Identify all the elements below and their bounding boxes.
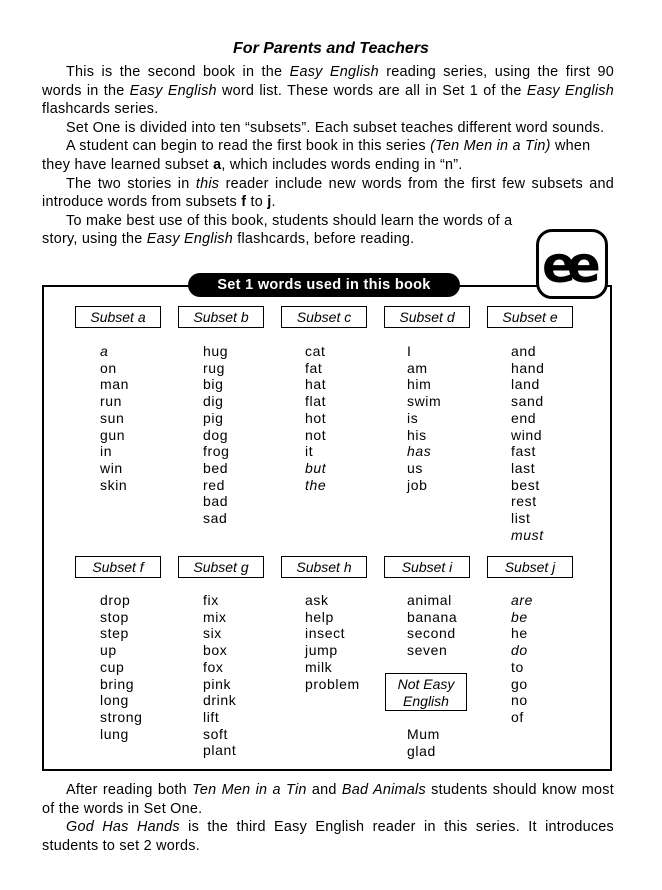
word: has (407, 443, 432, 460)
word: not (305, 426, 327, 443)
word: pig (203, 409, 224, 426)
word: bring (100, 675, 135, 692)
word: is (407, 409, 419, 426)
subset-i-words (407, 592, 457, 659)
word: win (100, 459, 123, 476)
word: dog (203, 426, 229, 443)
word: on (100, 359, 117, 376)
word: it (305, 443, 314, 460)
word: but (305, 459, 327, 476)
word: wind (511, 426, 543, 443)
word: last (511, 459, 536, 476)
subset-c-label: Subset c (281, 306, 367, 328)
ee-logo (536, 229, 608, 299)
word: in (100, 443, 113, 460)
word: of (511, 708, 524, 725)
word: rug (203, 359, 226, 376)
word: plant (203, 742, 237, 759)
word: to (511, 658, 524, 675)
word: fix (203, 592, 219, 608)
intro-paragraph-1: This is the second book in the Easy English reading series, using the first 90 words in the Easy English word list. These words are all in Set 1 of the Easy English flashcards series. (42, 64, 614, 118)
word: do (511, 642, 528, 659)
word: hug (203, 343, 229, 359)
subset-b-label: Subset b (178, 306, 264, 328)
word: us (407, 459, 423, 476)
word: problem (305, 675, 360, 692)
word: ask (305, 592, 329, 608)
word: hot (305, 409, 327, 426)
not-easy-line-1: Not Easy (397, 676, 455, 692)
word: no (511, 692, 528, 709)
subset-i-label: Subset i (384, 556, 470, 578)
intro-paragraph-5: To make best use of this book, students should learn the words of a story, using the Easy English flashcards, before reading. (42, 212, 513, 248)
subset-f-words (100, 592, 143, 742)
word: cup (100, 658, 125, 675)
word: cat (305, 343, 326, 359)
ee-logo-icon (542, 239, 602, 289)
word: sad (203, 510, 228, 527)
outro-paragraph-2: God Has Hands is the third Easy English reader in this series. It introduces students to set 2 words. (42, 819, 615, 854)
subset-j-label: Subset j (487, 556, 573, 578)
word: lift (203, 708, 220, 725)
word: banana (407, 608, 458, 625)
subset-g-words (203, 592, 236, 759)
word: am (407, 359, 428, 376)
word: and (511, 343, 537, 359)
subset-c-words (305, 343, 326, 493)
not-easy-line-2: English (403, 693, 449, 709)
word: milk (305, 658, 333, 675)
word: red (203, 476, 226, 493)
word: be (511, 608, 528, 625)
word: drink (203, 692, 237, 709)
word: bad (203, 493, 229, 510)
intro-paragraph-3: A student can begin to read the first book in this series (Ten Men in a Tin) when they have learned subset a, which includes words ending in “n”. (42, 138, 591, 173)
word: him (407, 376, 432, 393)
word: fat (305, 359, 323, 376)
outro-text (42, 781, 614, 855)
subset-e-label: Subset e (487, 306, 573, 328)
word: second (407, 625, 456, 642)
word: a (100, 343, 109, 359)
word: hat (305, 376, 327, 393)
word: land (511, 376, 540, 393)
subset-d-label: Subset d (384, 306, 470, 328)
word: long (100, 692, 129, 709)
intro-text (42, 63, 614, 249)
subset-e-words (511, 343, 545, 543)
word: seven (407, 642, 448, 659)
word: big (203, 376, 224, 393)
word: up (100, 642, 117, 659)
word: pink (203, 675, 232, 692)
word: swim (407, 393, 442, 410)
word: stop (100, 608, 129, 625)
subset-f-label: Subset f (75, 556, 161, 578)
subset-a-words (100, 343, 129, 493)
subset-h-words (305, 592, 360, 692)
word: run (100, 393, 123, 410)
word-list-banner: Set 1 words used in this book (188, 273, 460, 297)
word: man (100, 376, 130, 393)
ee-logo-text: ee (542, 239, 592, 289)
word: must (511, 526, 544, 543)
word: strong (100, 708, 143, 725)
word: drop (100, 592, 131, 608)
word: he (511, 625, 528, 642)
word: fast (511, 443, 536, 460)
word: mix (203, 608, 227, 625)
word: glad (407, 742, 436, 759)
word: bed (203, 459, 229, 476)
subset-b-words (203, 343, 230, 527)
word: jump (305, 642, 338, 659)
not-easy-english-words (407, 726, 440, 759)
word: dig (203, 393, 224, 410)
word: his (407, 426, 427, 443)
word: rest (511, 493, 537, 510)
word: step (100, 625, 129, 642)
word: go (511, 675, 528, 692)
word: fox (203, 658, 224, 675)
word: best (511, 476, 540, 493)
word: hand (511, 359, 545, 376)
word: skin (100, 476, 128, 493)
subset-j-words (511, 592, 533, 726)
word: six (203, 625, 222, 642)
word: job (407, 476, 428, 493)
intro-paragraph-4: The two stories in this reader include new words from the first few subsets and introduce words from subsets f to j. (42, 175, 614, 211)
page-title: For Parents and Teachers (233, 40, 429, 57)
outro-paragraph-1: After reading both Ten Men in a Tin and Bad Animals students should know most of the words in Set One. (42, 782, 614, 817)
word: the (305, 476, 327, 493)
not-easy-english-box (385, 673, 467, 711)
word: insect (305, 625, 346, 642)
word: Mum (407, 726, 440, 742)
word: soft (203, 725, 228, 742)
word: flat (305, 393, 327, 410)
subset-g-label: Subset g (178, 556, 264, 578)
word: animal (407, 592, 452, 608)
word: are (511, 592, 534, 608)
word: gun (100, 426, 126, 443)
word: help (305, 608, 334, 625)
word: I (407, 343, 412, 359)
word: sand (511, 393, 544, 410)
subset-h-label: Subset h (281, 556, 367, 578)
word: lung (100, 725, 129, 742)
subset-a-label: Subset a (75, 306, 161, 328)
word: end (511, 409, 537, 426)
word: box (203, 642, 228, 659)
intro-paragraph-2: Set One is divided into ten “subsets”. Each subset teaches different word sounds. (66, 119, 605, 136)
word: frog (203, 443, 230, 460)
word: sun (100, 409, 125, 426)
word: list (511, 510, 531, 527)
subset-d-words (407, 343, 441, 493)
